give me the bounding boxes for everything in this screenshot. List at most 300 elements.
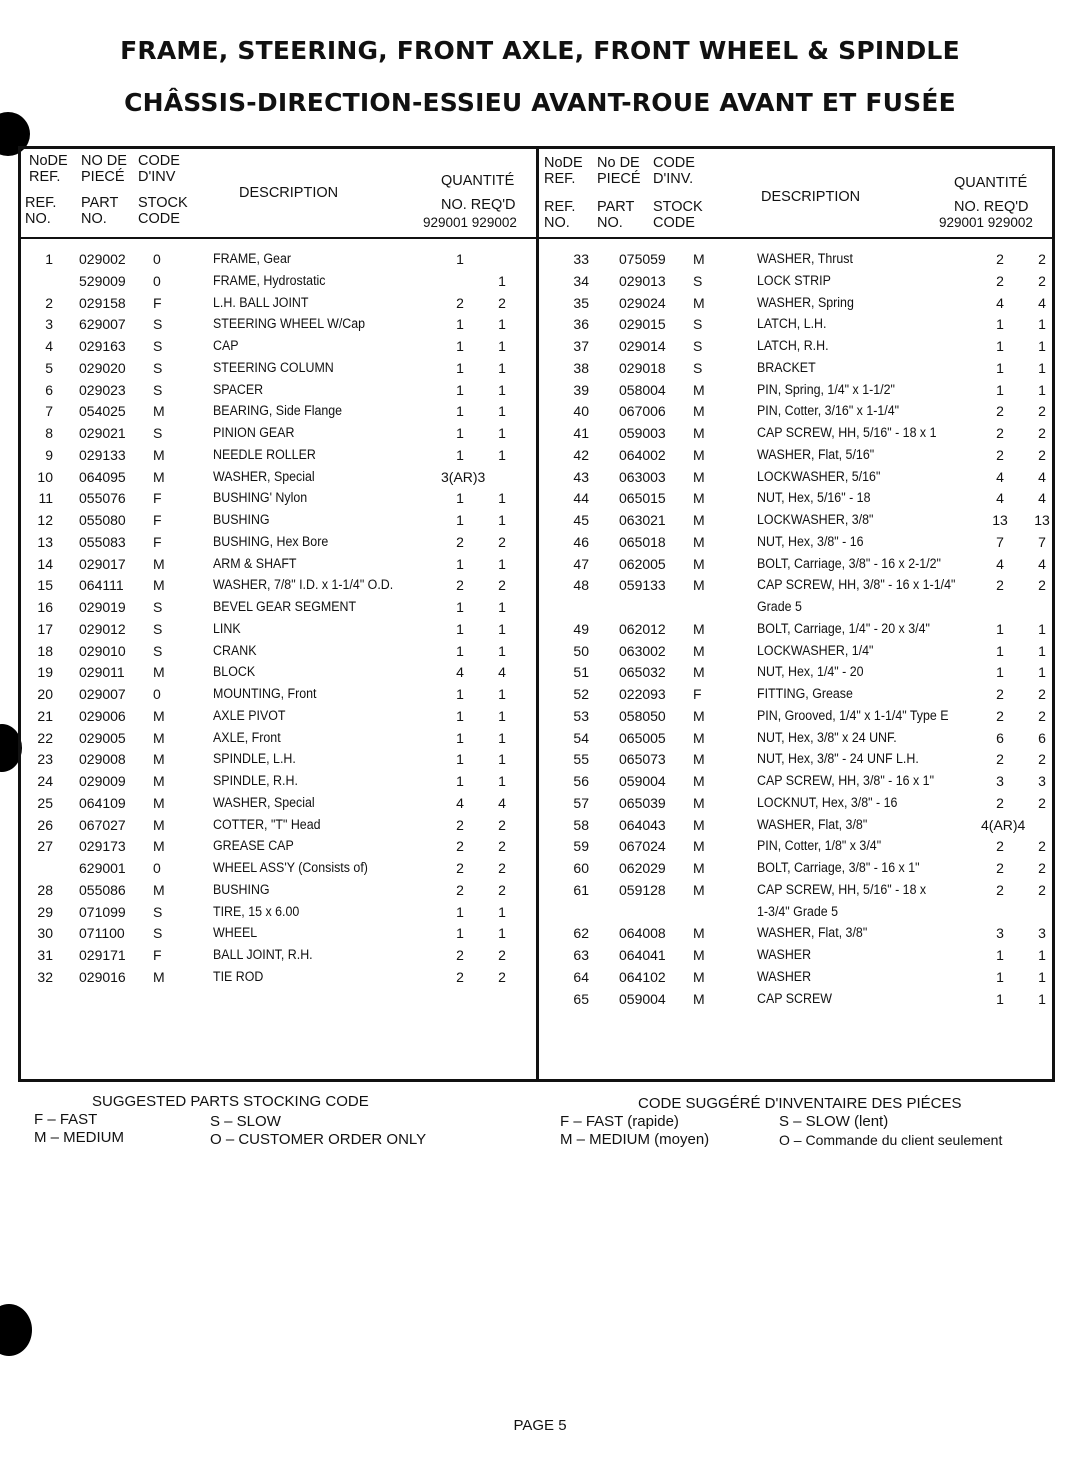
- description: LOCKWASHER, 3/8": [757, 512, 874, 527]
- ref-no: 39: [573, 381, 589, 398]
- qty-929002: 4: [1038, 468, 1046, 485]
- ref-no: 20: [37, 686, 53, 702]
- ref-no: 7: [45, 403, 53, 420]
- table-row: [21, 706, 536, 728]
- qty-929002: 1: [498, 620, 506, 637]
- qty-929002: 1: [498, 707, 506, 724]
- table-row: [539, 532, 1052, 554]
- description: LOCK STRIP: [757, 272, 831, 288]
- qty-929001: 2: [996, 251, 1004, 267]
- table-row: [21, 641, 536, 663]
- stock-code: M: [693, 425, 705, 441]
- qty-929001: 1: [996, 968, 1004, 985]
- description: GREASE CAP: [213, 838, 294, 854]
- ref-no: 37: [573, 338, 589, 354]
- description: 1-3/4" Grade 5: [757, 903, 839, 919]
- stock-code: M: [153, 968, 165, 985]
- ref-no: 24: [37, 773, 53, 789]
- stock-code: M: [693, 533, 705, 550]
- qty-929002: 2: [498, 294, 506, 311]
- stock-code: S: [153, 316, 163, 333]
- part-no: 029133: [79, 446, 126, 463]
- header-en-ref2: NO.: [25, 211, 51, 227]
- qty-929001: 2: [996, 403, 1004, 420]
- description: BOLT, Carriage, 3/8" - 16 x 1": [757, 860, 920, 875]
- qty-929002: 1: [1038, 381, 1046, 398]
- part-no: 029018: [619, 359, 666, 376]
- table-row: [539, 271, 1052, 293]
- parts-table-left-column: [21, 149, 536, 1079]
- part-no: 065039: [619, 794, 666, 811]
- header-quantite: QUANTITÉ: [954, 175, 1028, 191]
- description: CAP SCREW: [757, 990, 832, 1006]
- table-row: [21, 836, 536, 858]
- qty-929001: 1: [456, 599, 464, 615]
- stock-code: M: [153, 838, 165, 855]
- legend-slow: S – SLOW (lent): [779, 1113, 889, 1130]
- table-row: [21, 771, 536, 793]
- qty-929001: 1: [456, 751, 464, 768]
- legend-fast: F – FAST (rapide): [560, 1113, 679, 1130]
- stock-code: M: [153, 794, 165, 811]
- qty-929001: 4: [996, 490, 1004, 507]
- part-no: 029006: [79, 707, 126, 724]
- description: WASHER, Special: [213, 468, 315, 484]
- stock-code: M: [153, 816, 165, 833]
- table-row: [21, 554, 536, 576]
- ref-no: 34: [573, 272, 589, 289]
- qty-929001: 2: [456, 838, 464, 855]
- qty-929002: 2: [498, 816, 506, 833]
- part-no: 029015: [619, 316, 666, 333]
- table-row: [539, 597, 1052, 619]
- qty-929001: 1: [456, 425, 464, 441]
- stock-code: M: [693, 838, 705, 855]
- stock-code: M: [693, 990, 705, 1007]
- header-en-ref2: NO.: [544, 215, 570, 231]
- ref-no: 29: [37, 903, 53, 920]
- description: BUSHING' Nylon: [213, 490, 308, 506]
- description: PIN, Grooved, 1/4" x 1-1/4" Type E: [757, 707, 949, 723]
- part-no: 064102: [619, 968, 666, 985]
- qty-929002: 1: [498, 773, 506, 789]
- part-no: 054025: [79, 403, 126, 420]
- description: BEVEL GEAR SEGMENT: [213, 599, 357, 614]
- qty-929001: 1: [456, 642, 464, 659]
- description: TIE ROD: [213, 968, 264, 984]
- stock-code: S: [153, 903, 163, 920]
- ref-no: 36: [573, 316, 589, 333]
- part-no: 059128: [619, 881, 666, 898]
- legend-customer-order: O – Commande du client seulement: [779, 1132, 1003, 1148]
- description: BEARING, Side Flange: [213, 403, 343, 419]
- qty-929002: 4: [1038, 555, 1046, 572]
- description: CAP: [213, 338, 239, 353]
- qty-929002: 1: [498, 381, 506, 398]
- description: WASHER: [757, 968, 812, 984]
- part-no: 065073: [619, 751, 666, 768]
- qty-929002: 2: [1038, 403, 1046, 420]
- qty-929001: 1: [456, 925, 464, 942]
- ref-no: 38: [573, 359, 589, 376]
- qty-929001: 6: [996, 729, 1004, 746]
- part-no: 055083: [79, 533, 126, 550]
- qty-929002: 1: [498, 316, 506, 333]
- part-no: 029023: [79, 381, 126, 398]
- qty-929001: 1: [456, 490, 464, 507]
- stock-code: S: [153, 620, 163, 637]
- description: LINK: [213, 620, 241, 636]
- description: BUSHING: [213, 881, 270, 897]
- header-models: 929001 929002: [939, 215, 1033, 230]
- ref-no: 33: [573, 251, 589, 267]
- part-no: 064008: [619, 925, 666, 942]
- description: BALL JOINT, R.H.: [213, 947, 313, 962]
- part-no: 529009: [79, 272, 126, 289]
- qty-929002: 3: [1038, 925, 1046, 942]
- description: NUT, Hex, 3/8" - 24 UNF L.H.: [757, 751, 919, 767]
- page-subtitle-french: CHÂSSIS-DIRECTION-ESSIEU AVANT-ROUE AVANT ET FUSÉE: [124, 88, 956, 117]
- ref-no: 22: [37, 729, 53, 746]
- table-row: [21, 749, 536, 771]
- part-no: 059004: [619, 990, 666, 1007]
- stock-code: M: [693, 577, 705, 594]
- qty-929002: 1: [498, 686, 506, 702]
- part-no: 029158: [79, 294, 126, 311]
- description: PIN, Cotter, 1/8" x 3/4": [757, 838, 882, 854]
- legend-title: SUGGESTED PARTS STOCKING CODE: [92, 1093, 369, 1110]
- qty-929002: 4: [498, 664, 506, 681]
- part-no: 063003: [619, 468, 666, 485]
- qty-929001: 2: [456, 947, 464, 963]
- ref-no: 25: [37, 794, 53, 811]
- qty-929001: 2: [996, 794, 1004, 811]
- part-no: 029171: [79, 947, 126, 963]
- legend-customer-order: O – CUSTOMER ORDER ONLY: [210, 1131, 427, 1148]
- description: PIN, Spring, 1/4" x 1-1/2": [757, 381, 895, 397]
- ref-no: 64: [573, 968, 589, 985]
- ref-no: 43: [573, 468, 589, 485]
- description: BLOCK: [213, 664, 256, 680]
- qty-929001: 1: [456, 403, 464, 420]
- qty-929001: 1: [456, 359, 464, 376]
- ref-no: 49: [573, 620, 589, 637]
- qty-929002: 1: [1038, 990, 1046, 1007]
- part-no: 062012: [619, 620, 666, 637]
- stock-code: M: [153, 664, 165, 681]
- qty-929001: 2: [456, 816, 464, 833]
- qty-929002: 1: [1038, 316, 1046, 333]
- table-row: [21, 880, 536, 902]
- qty-929001: 2: [996, 881, 1004, 898]
- ref-no: 62: [573, 925, 589, 942]
- part-no: 029163: [79, 338, 126, 354]
- header-fr-part2: PIECÉ: [597, 171, 641, 187]
- table-row: [21, 423, 536, 445]
- qty-929001: 1: [456, 251, 464, 267]
- part-no: 022093: [619, 686, 666, 702]
- table-row: [21, 271, 536, 293]
- stock-code: 0: [153, 860, 161, 876]
- stock-code: F: [153, 490, 162, 507]
- description: STEERING WHEEL W/Cap: [213, 316, 366, 332]
- legend-medium: M – MEDIUM: [34, 1129, 124, 1146]
- qty-929002: 2: [1038, 686, 1046, 702]
- qty-929001: 2: [456, 860, 464, 876]
- stock-code: M: [693, 773, 705, 789]
- table-row: [21, 902, 536, 924]
- header-en-ref: REF.: [544, 199, 576, 215]
- qty-929002: 1: [498, 512, 506, 528]
- qty-929001: 1: [456, 903, 464, 920]
- table-row: [21, 662, 536, 684]
- qty-929002: 2: [1038, 794, 1046, 811]
- table-row: [21, 401, 536, 423]
- table-row: [21, 815, 536, 837]
- stock-code: M: [693, 881, 705, 898]
- stock-code: M: [153, 751, 165, 768]
- qty-929001: 7: [996, 533, 1004, 550]
- stock-code: M: [153, 729, 165, 746]
- qty-929002: 1: [498, 751, 506, 768]
- part-no: 029008: [79, 751, 126, 768]
- stock-code: 0: [153, 251, 161, 267]
- ref-no: 19: [37, 664, 53, 681]
- stock-code: M: [693, 403, 705, 420]
- qty-929002: 13: [1034, 512, 1050, 528]
- ref-no: 17: [37, 620, 53, 637]
- stock-code: 0: [153, 272, 161, 289]
- stock-code: S: [693, 316, 703, 333]
- description: WHEEL: [213, 925, 258, 941]
- table-row: [539, 923, 1052, 945]
- description: WASHER, Thrust: [757, 251, 853, 266]
- binder-hole-bottom: [0, 1304, 32, 1356]
- ref-no: 61: [573, 881, 589, 898]
- stock-code: S: [693, 272, 703, 289]
- table-row: [21, 793, 536, 815]
- table-row: [21, 358, 536, 380]
- part-no: 062029: [619, 860, 666, 876]
- table-row: [21, 445, 536, 467]
- part-no: 029013: [619, 272, 666, 289]
- ref-no: 53: [573, 707, 589, 724]
- part-no: 063002: [619, 642, 666, 659]
- header-fr-ref: NoDE: [544, 155, 583, 171]
- description: L.H. BALL JOINT: [213, 294, 309, 310]
- qty-929001: 2: [996, 686, 1004, 702]
- table-row: [21, 728, 536, 750]
- part-no: 029021: [79, 425, 126, 441]
- description: BOLT, Carriage, 1/4" - 20 x 3/4": [757, 620, 930, 636]
- table-header-right: [539, 149, 1052, 239]
- qty-929002: 4: [498, 794, 506, 811]
- qty-929002: 1: [498, 729, 506, 746]
- description: COTTER, "T" Head: [213, 816, 321, 832]
- ref-no: 21: [37, 707, 53, 724]
- qty-929001: 1: [996, 316, 1004, 333]
- table-row: [21, 380, 536, 402]
- header-en-part: PART: [597, 199, 635, 215]
- stock-code: M: [693, 642, 705, 659]
- qty-929001: 3: [996, 773, 1004, 789]
- stock-code: S: [153, 359, 163, 376]
- description: WASHER, Flat, 5/16": [757, 446, 875, 462]
- qty-929002: 2: [498, 860, 506, 876]
- stock-code: S: [693, 359, 703, 376]
- description: LATCH, R.H.: [757, 338, 829, 353]
- ref-no: 42: [573, 446, 589, 463]
- stock-code: S: [153, 425, 163, 441]
- ref-no: 1: [45, 251, 53, 267]
- table-row: [539, 314, 1052, 336]
- qty-929002: 1: [498, 599, 506, 615]
- part-no: 065005: [619, 729, 666, 746]
- header-fr-code2: D'INV: [138, 169, 176, 185]
- table-row: [539, 728, 1052, 750]
- description: BRACKET: [757, 359, 816, 375]
- qty-929002: 2: [1038, 446, 1046, 463]
- table-row: [21, 532, 536, 554]
- qty-929002: 1: [498, 490, 506, 507]
- qty-929002: 2: [1038, 838, 1046, 855]
- table-row: [21, 488, 536, 510]
- qty-929001: 1: [456, 620, 464, 637]
- qty-929001: 1: [456, 446, 464, 463]
- qty-929001: 4(AR)4: [981, 816, 1026, 833]
- page-number: PAGE 5: [513, 1417, 567, 1434]
- description: CAP SCREW, HH, 5/16" - 18 x: [757, 881, 927, 897]
- part-no: 067006: [619, 403, 666, 420]
- stock-code: M: [153, 555, 165, 572]
- part-no: 071100: [79, 925, 125, 942]
- table-row: [21, 510, 536, 532]
- description: STEERING COLUMN: [213, 359, 334, 375]
- header-fr-ref2: REF.: [29, 169, 61, 185]
- description: AXLE, Front: [213, 729, 281, 745]
- header-en-part: PART: [81, 195, 119, 211]
- description: BUSHING, Hex Bore: [213, 533, 329, 549]
- part-no: 058004: [619, 381, 666, 398]
- ref-no: 46: [573, 533, 589, 550]
- ref-no: 40: [573, 403, 589, 420]
- qty-929002: 2: [1038, 251, 1046, 267]
- ref-no: 41: [573, 425, 589, 441]
- ref-no: 52: [573, 686, 589, 702]
- table-row: [21, 249, 536, 271]
- qty-929002: 1: [498, 925, 506, 942]
- ref-no: 58: [573, 816, 589, 833]
- table-row: [539, 815, 1052, 837]
- table-row: [21, 923, 536, 945]
- table-row: [539, 380, 1052, 402]
- header-fr-code: CODE: [653, 155, 695, 171]
- qty-929001: 2: [996, 272, 1004, 289]
- qty-929001: 4: [996, 294, 1004, 311]
- legend-title: CODE SUGGÉRÉ D'INVENTAIRE DES PIÉCES: [638, 1095, 962, 1112]
- header-en-code: STOCK: [138, 195, 188, 211]
- part-no: 059003: [619, 425, 666, 441]
- table-row: [539, 858, 1052, 880]
- qty-929001: 1: [456, 729, 464, 746]
- part-no: 064111: [79, 577, 124, 594]
- qty-929001: 2: [996, 838, 1004, 855]
- qty-929002: 6: [1038, 729, 1046, 746]
- ref-no: 11: [38, 490, 53, 507]
- part-no: 065032: [619, 664, 666, 681]
- stock-code: S: [693, 338, 703, 354]
- description: WASHER, Special: [213, 794, 315, 810]
- part-no: 064002: [619, 446, 666, 463]
- qty-929002: 2: [1038, 881, 1046, 898]
- legend-fast: F – FAST: [34, 1111, 98, 1128]
- description: LOCKWASHER, 1/4": [757, 642, 874, 658]
- part-no: 629007: [79, 316, 126, 333]
- qty-929001: 2: [456, 294, 464, 311]
- part-no: 055086: [79, 881, 126, 898]
- qty-929001: 1: [996, 642, 1004, 659]
- part-no: 055080: [79, 512, 126, 528]
- part-no: 058050: [619, 707, 666, 724]
- table-row: [539, 358, 1052, 380]
- qty-929002: 2: [498, 577, 506, 594]
- qty-929002: 1: [498, 642, 506, 659]
- qty-929002: 1: [1038, 359, 1046, 376]
- header-en-ref: REF.: [25, 195, 57, 211]
- table-row: [539, 445, 1052, 467]
- description: WASHER, Spring: [757, 294, 854, 310]
- qty-929001: 1: [996, 338, 1004, 354]
- qty-929001: 3: [996, 925, 1004, 942]
- qty-929002: 1: [498, 359, 506, 376]
- part-no: 029007: [79, 686, 126, 702]
- stock-code: M: [153, 707, 165, 724]
- parts-table-right-column: [539, 149, 1052, 1079]
- stock-code: S: [153, 599, 163, 615]
- table-row: [539, 706, 1052, 728]
- header-en-code2: CODE: [138, 211, 180, 227]
- header-fr-code2: D'INV.: [653, 171, 694, 187]
- legend-slow: S – SLOW: [210, 1113, 281, 1130]
- header-fr-part: No DE: [597, 155, 640, 171]
- header-en-part2: NO.: [81, 211, 107, 227]
- header-fr-part2: PIECÉ: [81, 169, 125, 185]
- parts-table: [18, 146, 1055, 1082]
- qty-929002: 1: [1038, 338, 1046, 354]
- header-fr-part: NO DE: [81, 153, 127, 169]
- ref-no: 54: [573, 729, 589, 746]
- description: BOLT, Carriage, 3/8" - 16 x 2-1/2": [757, 555, 941, 571]
- qty-929002: 1: [498, 425, 506, 441]
- qty-929002: 1: [498, 403, 506, 420]
- stock-code: M: [693, 816, 705, 833]
- qty-929001: 1: [456, 512, 464, 528]
- ref-no: 57: [573, 794, 589, 811]
- qty-929001: 1: [996, 990, 1004, 1007]
- part-no: 064041: [619, 947, 666, 963]
- header-noreqd: NO. REQ'D: [954, 199, 1029, 215]
- qty-929002: 1: [1038, 664, 1046, 681]
- qty-929002: 2: [498, 838, 506, 855]
- stock-code: S: [153, 338, 163, 354]
- qty-929001: 1: [456, 316, 464, 333]
- description: SPINDLE, R.H.: [213, 773, 298, 788]
- qty-929002: 1: [498, 555, 506, 572]
- description: SPACER: [213, 381, 264, 397]
- qty-929001: 1: [456, 381, 464, 398]
- part-no: 065018: [619, 533, 666, 550]
- stock-code: M: [153, 403, 165, 420]
